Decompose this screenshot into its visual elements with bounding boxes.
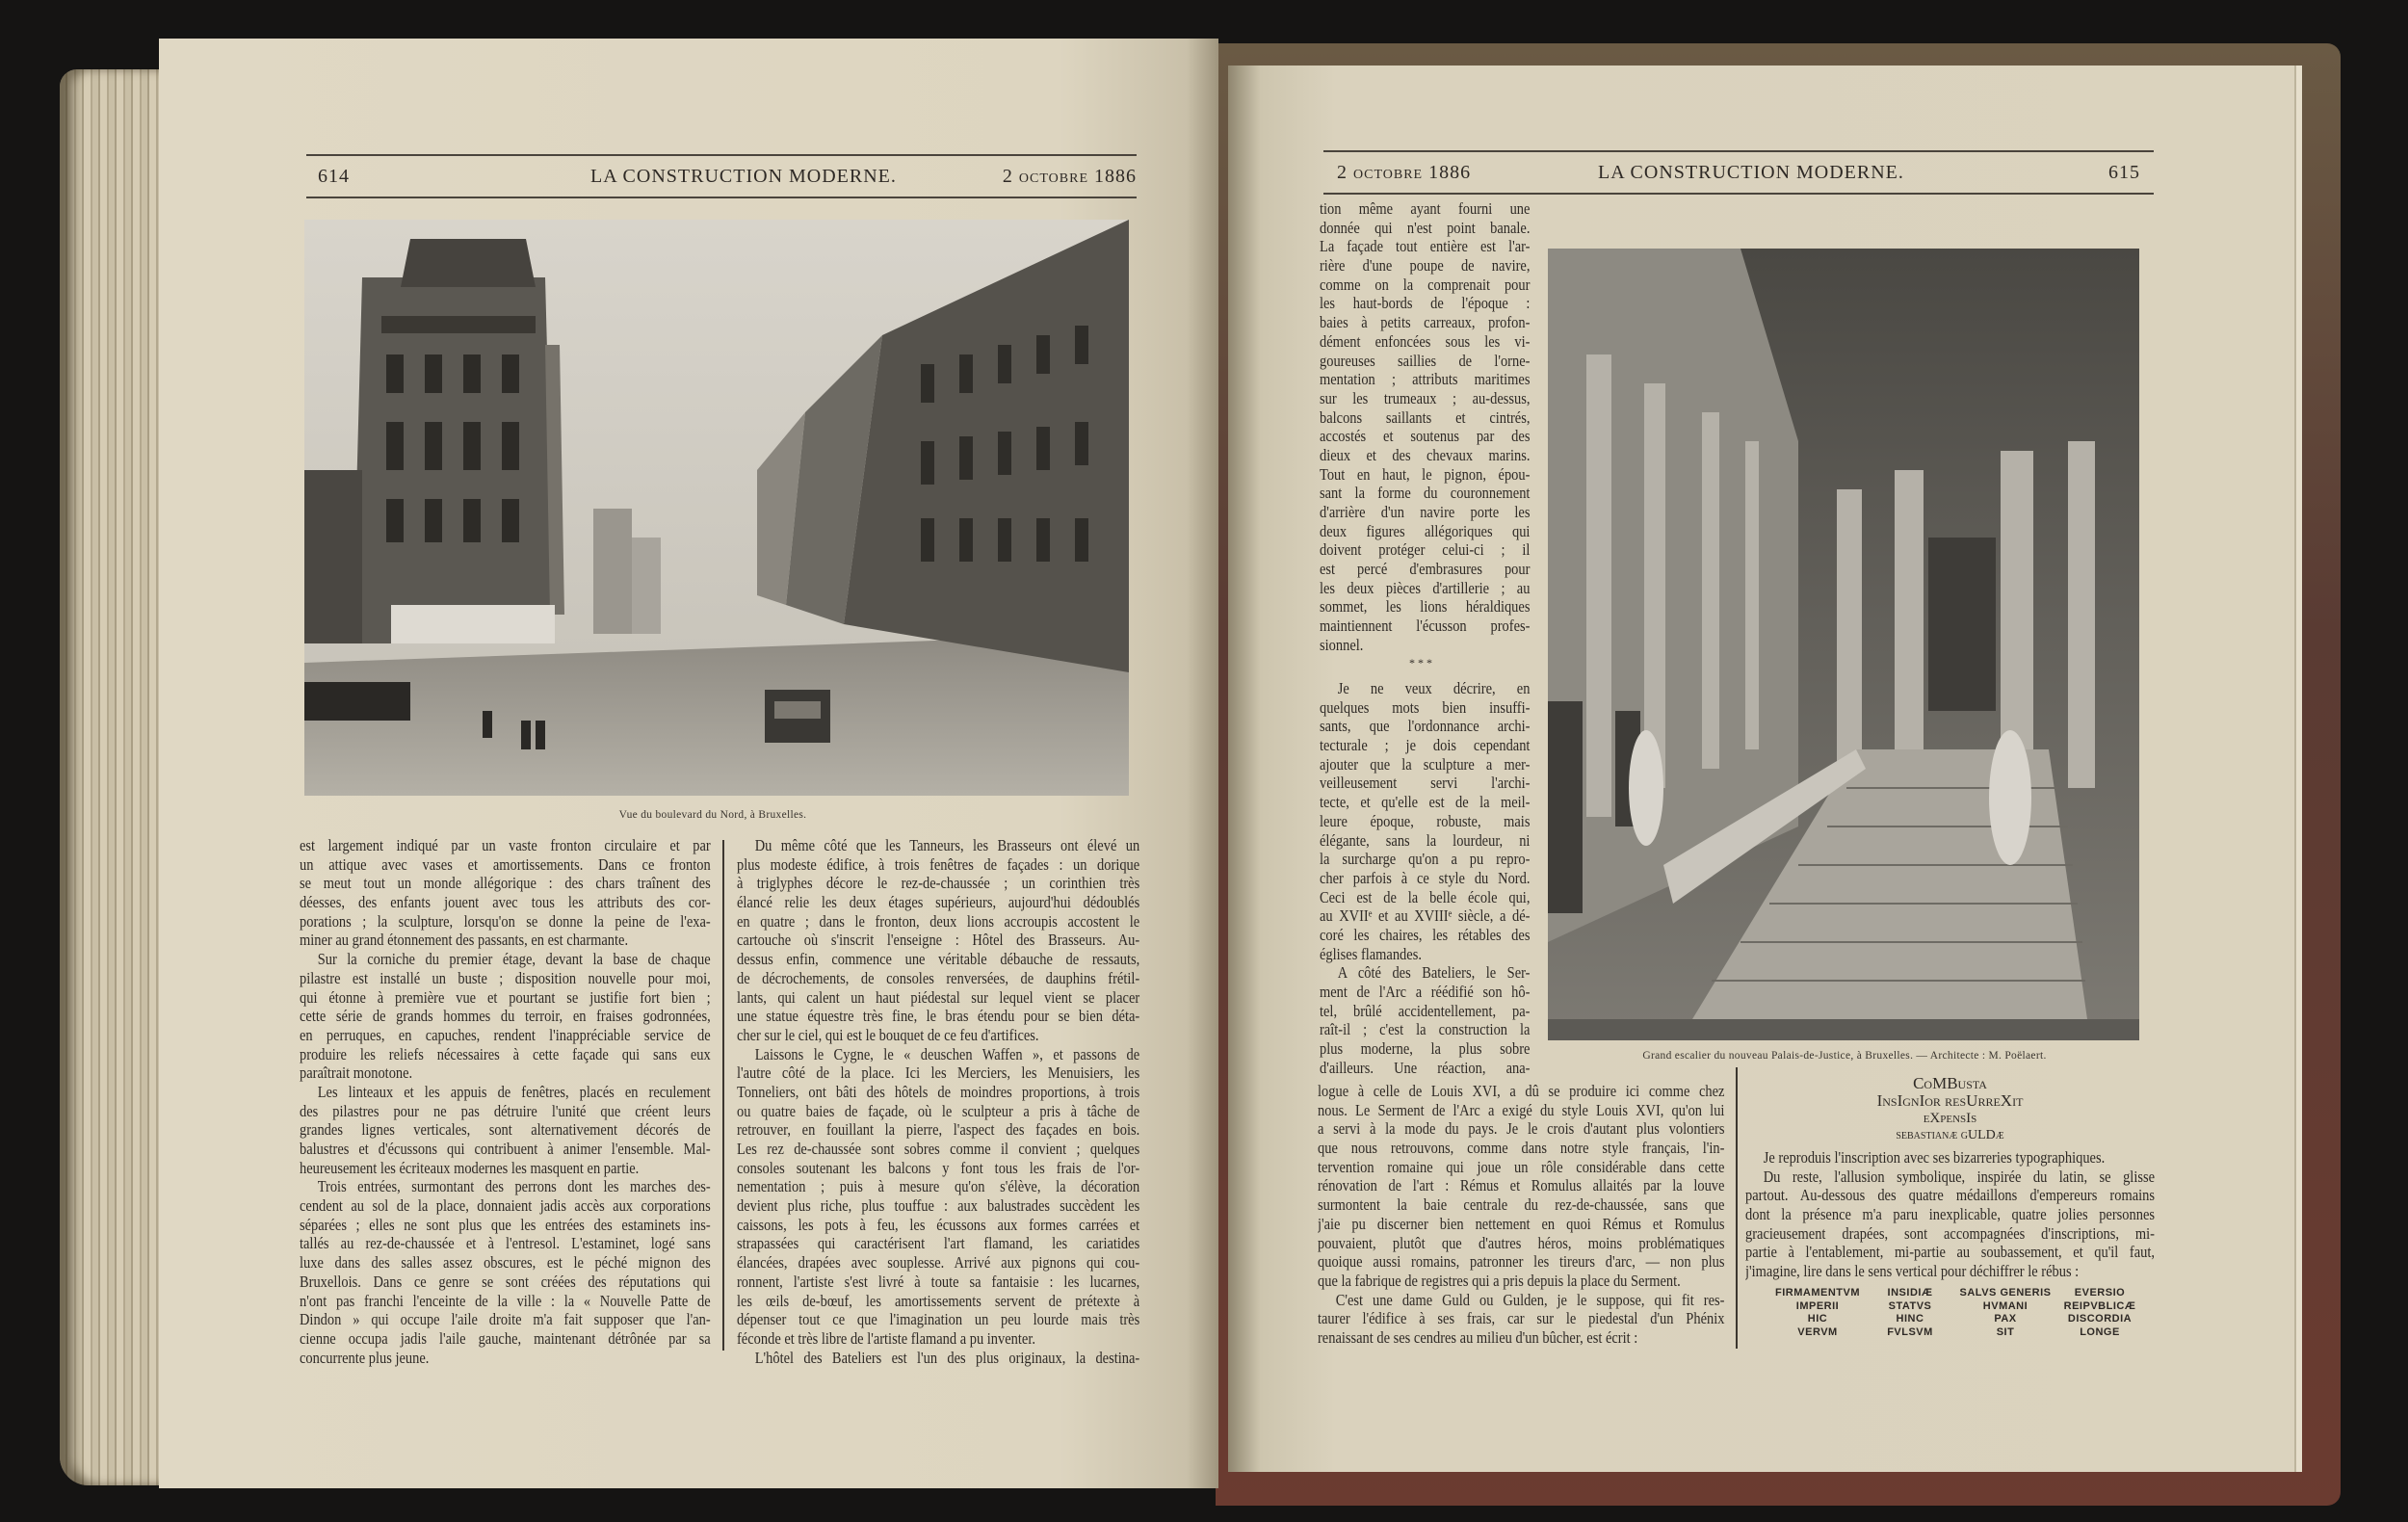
text-line: cartouche où s'inscrit l'enseigne : Hôtel des Brasseurs. Au-	[737, 931, 1140, 950]
page-stack-edge	[60, 69, 168, 1485]
text-line: élancé relie les deux étages supérieurs, aujourd'hui dédoublés	[737, 893, 1140, 912]
page-number: 615	[2108, 162, 2140, 183]
text-line: partie à l'entablement, mi-partie au soubassement, et qu'il faut,	[1745, 1243, 2155, 1262]
rebus-word: PAX	[1994, 1313, 2017, 1325]
text-line: cher parfois à ce style du Nord.	[1320, 868, 1531, 887]
text-line: une statue équestre très fine, le bras étendu pour se bien déta-	[737, 1007, 1140, 1026]
paragraph	[1745, 1168, 2155, 1281]
paragraph	[1318, 1082, 1724, 1291]
text-line: ment de l'Arc a réédifié son hô-	[1320, 983, 1531, 1001]
rebus-word: LONGE	[2080, 1325, 2120, 1338]
text-line: Dindon » qui occupe l'aile droite m'a fait supposer que l'an-	[300, 1310, 711, 1329]
text-line: j'imagine, lire dans le sens vertical pour déchiffrer le rébus :	[1745, 1262, 2080, 1281]
text-line: j'aie pu discerner bien nettement en quoi Rémus et Romulus	[1318, 1214, 1725, 1233]
text-line: surmontent la baie centrale du rez-de-chaussée, sans que	[1318, 1195, 1725, 1215]
paragraph	[737, 836, 1139, 1045]
text-line: quelques mots bien insuffi-	[1320, 697, 1531, 717]
text-line: a servi à la mode du pays. Je le crois d'autant plus volontiers	[1318, 1119, 1725, 1139]
text-line: de décrochements, de consoles renversées, de dauphins frétil-	[737, 968, 1140, 987]
journal-title: LA CONSTRUCTION MODERNE.	[1598, 162, 1904, 183]
text-line: concurrente plus jeune.	[300, 1348, 430, 1367]
text-line: A côté des Bateliers, le Ser-	[1337, 963, 1531, 983]
issue-date: 2 octobre 1886	[1337, 162, 1472, 183]
text-line: rière d'une poupe de navire,	[1320, 256, 1531, 276]
rebus-word: HVMANI	[1982, 1299, 2028, 1312]
paragraph	[737, 1349, 1139, 1368]
text-line: Du même côté que les Tanneurs, les Brasseurs ont élevé un	[754, 836, 1140, 854]
right-running-header	[1323, 150, 2154, 195]
text-line: qui étonne à première vue et pourtant se justifie fort bien ;	[300, 987, 711, 1007]
text-line: taurer l'édifice à ses frais, car sur le piedestal d'un Phénix	[1318, 1309, 1725, 1328]
text-line: dément enfoncées sous les vi-	[1320, 331, 1531, 351]
text-line: déesses, des enfants jouent avec tous les attributs des cor-	[300, 893, 711, 912]
text-line: heureusement les écriteaux modernes les masquent en partie.	[300, 1158, 640, 1177]
text-line: nementation ; puis à mesure qu'on s'élève, la décoration	[737, 1177, 1140, 1196]
paragraph	[1320, 199, 1530, 655]
text-line: rénovation de l'art : Rémus et Romulus allaités par la louve	[1318, 1176, 1725, 1195]
text-line: à triglyphes décore le rez-de-chaussée ; un corinthien très	[737, 874, 1140, 893]
text-line: féconde et très libre de l'artiste flamand a pu inventer.	[737, 1328, 1035, 1348]
text-line: donnée qui n'est point banale.	[1320, 218, 1531, 237]
text-line: se meut tout un monde allégorique : des chars traînent des	[300, 874, 711, 893]
text-line: consoles soutenant les balcons y font tous les frais de l'or-	[737, 1158, 1140, 1177]
text-line: leure époque, robuste, mais	[1320, 811, 1531, 830]
text-line: nous. Le Serment de l'Arc a exigé du style Louis XVI, qu'on lui	[1318, 1100, 1725, 1119]
text-line: baies à petits carreaux, profon-	[1320, 313, 1531, 332]
text-line: des pilastres pour ne pas détruire l'unité que créent leurs	[300, 1101, 711, 1120]
asterism: * * *	[1409, 656, 1432, 669]
text-line: veilleusement servi l'archi-	[1320, 774, 1531, 793]
text-line: sant la forme du couronnement	[1320, 484, 1531, 503]
paragraph	[1320, 963, 1530, 1077]
right-column-text	[1745, 1148, 2155, 1281]
rebus-column	[1765, 1287, 1871, 1339]
text-line: La façade tout entière est l'ar-	[1320, 237, 1531, 256]
rebus-word: SALVS GENERIS	[1959, 1287, 2052, 1299]
text-line: Sur la corniche du premier étage, devant la base de chaque	[317, 950, 711, 969]
text-line: maintiennent l'écusson profes-	[1320, 617, 1531, 636]
text-line: les haut-bords de l'époque :	[1320, 294, 1531, 313]
right-figure-caption: Grand escalier du nouveau Palais-de-Justice, à Bruxelles. — Architecte : M. Poëlaert.	[1642, 1050, 2047, 1062]
text-line: d'ailleurs. Une réaction, ana-	[1320, 1058, 1531, 1077]
text-line: lants, qui calent un haut piédestal sur lequel vient se placer	[737, 987, 1140, 1007]
text-line: L'hôtel des Bateliers est l'un des plus originaux, la destina-	[754, 1348, 1140, 1367]
text-line: renaissant de ses cendres au milieu d'un bûcher, est écrit :	[1318, 1327, 1638, 1347]
text-line: séparées ; elles ne sont plus que les entrées des estaminets ins-	[300, 1215, 711, 1234]
text-line: C'est une dame Guld ou Gulden, je le suppose, qui fit res-	[1335, 1290, 1725, 1309]
text-line: dessus enfin, commence une véritable débauche de ressauts,	[737, 950, 1140, 969]
inscription-line: eXpensIs	[1923, 1111, 1977, 1126]
paragraph	[300, 1083, 711, 1177]
text-line: est percé d'embrasures pour	[1320, 560, 1531, 579]
text-line: Tout en haut, le pignon, épou-	[1320, 464, 1531, 484]
rebus-word: IMPERII	[1795, 1299, 1840, 1312]
text-line: porations ; la sculpture, lorsqu'on se donne la peine de l'exa-	[300, 911, 711, 931]
text-line: mentation ; attributs maritimes	[1320, 370, 1531, 389]
text-line: tecte, et qu'elle est de la meil-	[1320, 793, 1531, 812]
text-line: miner au grand étonnement des passants, en est charmante.	[300, 931, 629, 950]
paragraph	[300, 950, 711, 1083]
text-line: doivent protéger celui-ci ; il	[1320, 540, 1531, 560]
boulevard-du-nord-photo	[304, 220, 1129, 796]
text-line: dépenser tout ce que l'imagination un peu lourde mais très	[737, 1310, 1140, 1329]
text-line: dont la présence m'a paru inexplicable, quatre jolies personnes	[1745, 1205, 2155, 1224]
rebus-word: FIRMAMENTVM	[1775, 1287, 1860, 1299]
rebus-word: VERVM	[1797, 1325, 1838, 1338]
text-line: d'arrière d'un navire porte les	[1320, 503, 1531, 521]
text-line: en perruques, en capuches, rendent l'inappréciable service de	[300, 1025, 711, 1044]
text-line: produire les reliefs nécessaires à cette façade qui sans eux	[300, 1044, 711, 1063]
right-narrow-column-top	[1320, 199, 1530, 655]
left-running-header	[306, 154, 1137, 198]
text-line: tallés au rez-de-chaussée et à l'entresol. L'estaminet, logé sans	[300, 1234, 711, 1253]
text-line: Trois entrées, surmontant des perrons dont les marches des-	[317, 1177, 711, 1196]
rebus-word: STATVS	[1888, 1299, 1932, 1312]
paragraph	[1320, 679, 1530, 963]
right-narrow-column-bottom	[1320, 679, 1530, 1077]
text-line: Bruxellois. Dans ce genre se sont créées des réputations qui	[300, 1272, 711, 1291]
text-line: cher sur le ciel, qui est le bouquet de ce feu d'artifices.	[737, 1025, 1039, 1044]
text-line: ou quatre baies de façade, où le sculpteur a pris à tâche de	[737, 1101, 1140, 1120]
text-line: Je ne veux décrire, en	[1337, 679, 1531, 697]
text-line: gracieusement drapées, sont accompagnées d'inscriptions, mi-	[1745, 1223, 2155, 1243]
text-line: raît-il ; c'est la construction la	[1320, 1020, 1531, 1039]
text-line: ronnent, l'artiste s'est livré à toute sa fantaisie : les lucarnes,	[737, 1272, 1140, 1291]
text-line: la surcharge qu'on a pu repro-	[1320, 850, 1531, 869]
text-line: paraîtrait monotone.	[300, 1063, 413, 1083]
text-line: sants, que l'ordonnance archi-	[1320, 717, 1531, 736]
left-column-1	[300, 836, 711, 1367]
rebus-word: REIPVBLICÆ	[2063, 1299, 2136, 1312]
left-figure-caption: Vue du boulevard du Nord, à Bruxelles.	[618, 809, 807, 821]
left-column-2	[737, 836, 1139, 1367]
right-wide-column	[1318, 1082, 1724, 1348]
text-line: accostés et soutenus par des	[1320, 427, 1531, 446]
text-line: Tonneliers, ont bâti des hôtels de moindres proportions, à trois	[737, 1082, 1140, 1101]
rebus-word: INSIDIÆ	[1887, 1287, 1933, 1299]
text-line: dieux et des chevaux marins.	[1320, 445, 1531, 464]
paragraph	[737, 1045, 1139, 1349]
text-line: pilastre est installé un buste ; disposition nouvelle pour moi,	[300, 968, 711, 987]
text-line: devient plus riche, plus touffue : aux balustrades succèdent les	[737, 1196, 1140, 1216]
paragraph	[1318, 1291, 1724, 1348]
text-line: en quatre ; dans le fronton, deux lions accroupis accostent le	[737, 911, 1140, 931]
paragraph	[300, 1177, 711, 1367]
text-line: luxe dans des salles assez obscures, est le péché mignon des	[300, 1253, 711, 1273]
inscription-line: CoMBusta	[1913, 1074, 1987, 1092]
column-divider	[722, 840, 724, 1351]
text-line: retrouver, en fouillant la pierre, l'aspect des façades en bois.	[737, 1120, 1140, 1140]
text-line: Les rez de-chaussée sont sobres comme il convient ; quelques	[737, 1140, 1140, 1158]
text-line: cienne occupa jadis l'aile gauche, maintenant détrônée par sa	[300, 1328, 711, 1348]
text-line: balustres et d'écussons qui contribuent à animer l'ensemble. Mal-	[300, 1140, 711, 1158]
text-line: tervention romaine qui joue un rôle considérable dans cette	[1318, 1157, 1725, 1176]
text-line: caissons, les pots à feu, les écussons aux formes carrées et	[737, 1215, 1140, 1234]
text-line: deux figures allégoriques qui	[1320, 521, 1531, 540]
text-line: sommet, les lions héraldiques	[1320, 597, 1531, 617]
text-line: est largement indiqué par un vaste fronton circulaire et par	[300, 836, 711, 854]
issue-date: 2 octobre 1886	[1002, 166, 1137, 187]
text-line: que nous retrouvons, comme dans notre style français, l'in-	[1318, 1139, 1725, 1158]
text-line: partout. Au-dessous des quatre médaillons d'empereurs romains	[1745, 1186, 2155, 1205]
text-line: tecturale ; je dois cependant	[1320, 736, 1531, 755]
page-number: 614	[318, 166, 350, 187]
text-line: ajouter que la sculpture a mer-	[1320, 754, 1531, 774]
text-line: coré les chaires, les rétables des	[1320, 925, 1531, 944]
rebus-word: DISCORDIA	[2067, 1313, 2133, 1325]
text-line: tion même ayant fourni une	[1320, 199, 1531, 218]
text-line: un attique avec vases et amortissements. Dans ce fronton	[300, 854, 711, 874]
text-line: au XVIIᵉ et au XVIIIᵉ siècle, a dé-	[1320, 906, 1531, 926]
journal-title: LA CONSTRUCTION MODERNE.	[590, 166, 897, 187]
text-line: quoique aussi romains, patronner les tireurs d'arc, — non plus	[1318, 1252, 1725, 1272]
text-line: grandes lignes verticales, sont alternativement décorés de	[300, 1120, 711, 1140]
text-line: sionnel.	[1320, 635, 1364, 654]
text-line: les œils de-bœuf, les amortissements servent de prétexte à	[737, 1291, 1140, 1310]
text-line: cendent au sol de la place, donnaient jadis accès aux corporations	[300, 1196, 711, 1216]
rebus-word: HIC	[1807, 1313, 1828, 1325]
paragraph	[1745, 1148, 2155, 1168]
text-line: balcons saillants et cintrés,	[1320, 407, 1531, 427]
text-line: tel, brûlé accidentellement, pa-	[1320, 1001, 1531, 1020]
text-line: Laissons le Cygne, le « deuschen Waffen », et passons de	[754, 1044, 1140, 1063]
rebus-word: SIT	[1996, 1325, 2015, 1338]
text-line: pouvaient, plutôt que d'autres héros, moins problématiques	[1318, 1233, 1725, 1252]
text-line: Du reste, l'allusion symbolique, inspirée du latin, se glisse	[1763, 1167, 2155, 1186]
column-divider	[1736, 1067, 1738, 1349]
text-line: l'autre côté de la place. Ici les Merciers, les Menuisiers, les	[737, 1063, 1140, 1083]
text-line: strapassées qui caractérisent l'art flamand, les cariatides	[737, 1234, 1140, 1253]
text-line: Je reproduis l'inscription avec ses bizarreries typographiques.	[1763, 1148, 2106, 1167]
text-line: Ceci est de la belle école qui,	[1320, 887, 1531, 906]
inscription-line: sebastianæ gULDæ	[1896, 1128, 2004, 1142]
text-line: Les linteaux et les appuis de fenêtres, placés en reculement	[317, 1082, 711, 1101]
text-line: élégante, sans la lourdeur, ni	[1320, 830, 1531, 850]
palais-de-justice-staircase-photo	[1548, 249, 2139, 1040]
text-line: goureuses saillies de l'orne-	[1320, 351, 1531, 370]
text-line: plus modeste édifice, à trois fenêtres de façades : un dorique	[737, 854, 1140, 874]
text-line: cette série de grands hommes du terroir, en fraises godronnées,	[300, 1007, 711, 1026]
paragraph	[300, 836, 711, 950]
text-line: logue à celle de Louis XVI, a dû se produire ici comme chez	[1318, 1082, 1725, 1100]
text-line: sur les trumeaux ; au-dessus,	[1320, 388, 1531, 407]
text-line: que la fabrique de registres qui a pris depuis la place du Serment.	[1318, 1271, 1681, 1290]
rebus-column	[1952, 1287, 2058, 1339]
text-line: plus moderne, la plus sobre	[1320, 1039, 1531, 1059]
text-line: les deux pièces d'artillerie ; au	[1320, 578, 1531, 597]
inscription-line: InsIgnIor resUrreXit	[1876, 1091, 2024, 1110]
rebus-word: HINC	[1896, 1313, 1924, 1325]
text-line: églises flamandes.	[1320, 944, 1422, 963]
rebus-word: EVERSIO	[2074, 1287, 2126, 1299]
rebus-column	[2047, 1287, 2153, 1339]
text-line: n'ont pas franchi l'enceinte de la ville : la « Nouvelle Patte de	[300, 1291, 711, 1310]
text-line: comme on la comprenait pour	[1320, 275, 1531, 294]
text-line: élancées, drapées avec souplesse. Arrivé aux pignons qui cou-	[737, 1253, 1140, 1273]
rebus-column	[1857, 1287, 1963, 1339]
rebus-word: FVLSVM	[1887, 1325, 1933, 1338]
